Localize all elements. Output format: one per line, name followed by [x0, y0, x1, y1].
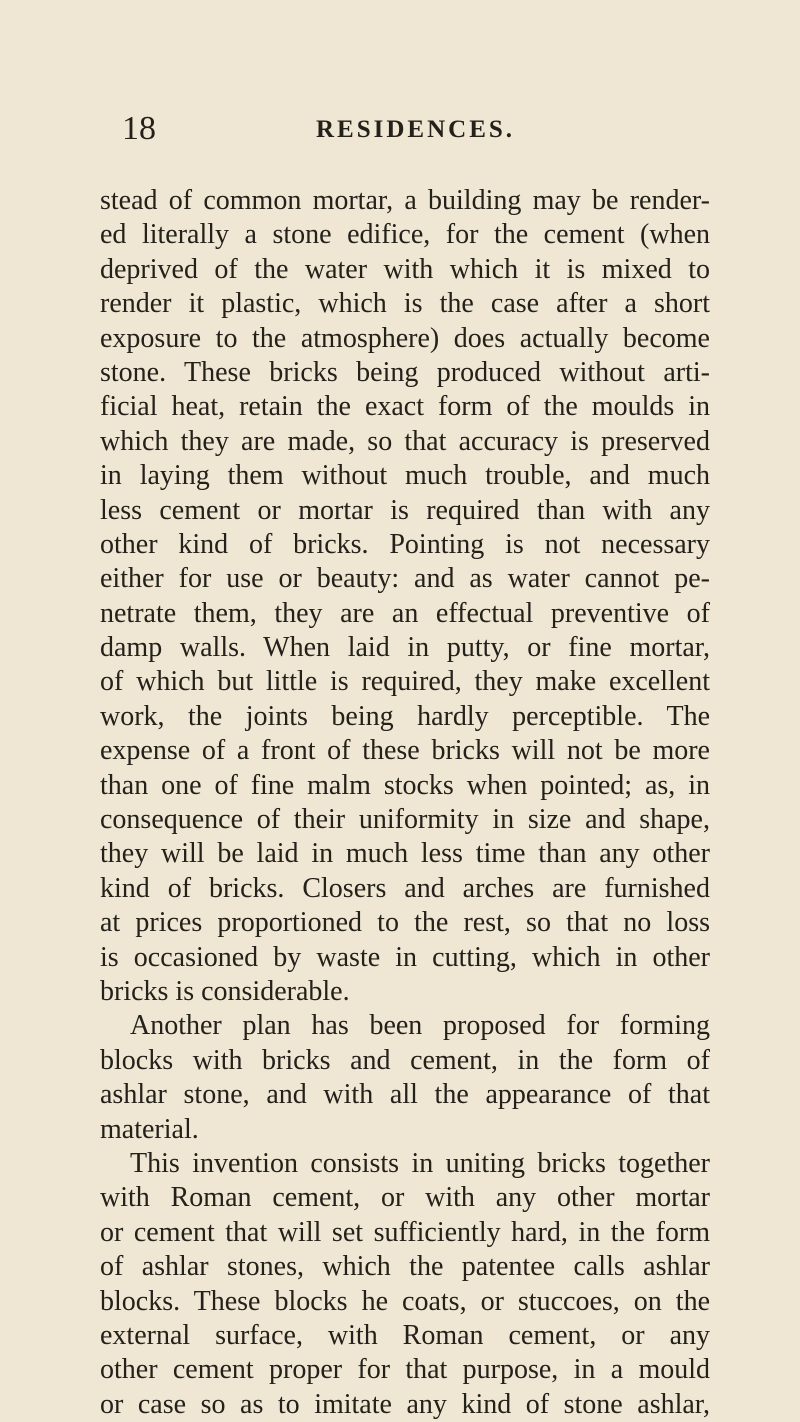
text-line: either for use or beauty: and as water cannot pe-	[100, 563, 710, 595]
running-title: RESIDENCES.	[316, 116, 516, 143]
text-line: damp walls. When laid in putty, or fine mortar,	[100, 632, 710, 664]
text-line: exposure to the atmosphere) does actually become	[100, 322, 710, 354]
text-line: kind of bricks. Closers and arches are furnished	[100, 872, 710, 904]
text-line: stead of common mortar, a building may be render-	[100, 185, 710, 216]
text-line: blocks. These blocks he coats, or stuccoes, on the	[100, 1285, 710, 1317]
text-line: they will be laid in much less time than any other	[100, 838, 710, 870]
body-text	[100, 184, 710, 1422]
text-line: netrate them, they are an effectual preventive of	[100, 597, 710, 629]
text-line: of ashlar stones, which the patentee calls ashlar	[100, 1251, 710, 1283]
text-line: other kind of bricks. Pointing is not necessary	[100, 528, 710, 560]
text-line: at prices proportioned to the rest, so that no loss	[100, 907, 710, 939]
text-line: blocks with bricks and cement, in the form of	[100, 1044, 710, 1076]
text-line: work, the joints being hardly perceptible. The	[100, 700, 710, 732]
text-line: consequence of their uniformity in size and shape,	[100, 804, 710, 836]
text-line: is occasioned by waste in cutting, which in other	[100, 941, 710, 973]
text-line: of which but little is required, they make excellent	[100, 666, 710, 698]
text-line: external surface, with Roman cement, or any	[100, 1319, 710, 1351]
text-line: render it plastic, which is the case after a short	[100, 288, 710, 320]
text-line: or case so as to imitate any kind of stone ashlar,	[100, 1388, 710, 1420]
text-line: than one of fine malm stocks when pointed; as, in	[100, 769, 710, 801]
text-line: with Roman cement, or with any other mortar	[100, 1182, 710, 1214]
paragraph-start: Another plan has been proposed for forming	[130, 1010, 710, 1042]
page-number: 18	[122, 110, 156, 147]
text-line: ed literally a stone edifice, for the cement (when	[100, 219, 710, 251]
text-line: less cement or mortar is required than with any	[100, 494, 710, 526]
text-line: ficial heat, retain the exact form of the moulds in	[100, 391, 710, 423]
text-line: material.	[100, 1113, 199, 1145]
text-line: which they are made, so that accuracy is preserved	[100, 425, 710, 457]
text-line: in laying them without much trouble, and much	[100, 460, 710, 492]
text-line: bricks is considerable.	[100, 975, 350, 1007]
text-line: ashlar stone, and with all the appearance of that	[100, 1079, 710, 1111]
running-head	[0, 104, 800, 154]
text-line: or cement that will set sufficiently hard, in the form	[100, 1216, 710, 1248]
text-line: deprived of the water with which it is mixed to	[100, 253, 710, 285]
text-line: stone. These bricks being produced without arti-	[100, 356, 710, 388]
text-line: other cement proper for that purpose, in a mould	[100, 1354, 710, 1386]
text-line: expense of a front of these bricks will not be more	[100, 735, 710, 767]
paragraph-start: This invention consists in uniting bricks together	[130, 1147, 710, 1179]
